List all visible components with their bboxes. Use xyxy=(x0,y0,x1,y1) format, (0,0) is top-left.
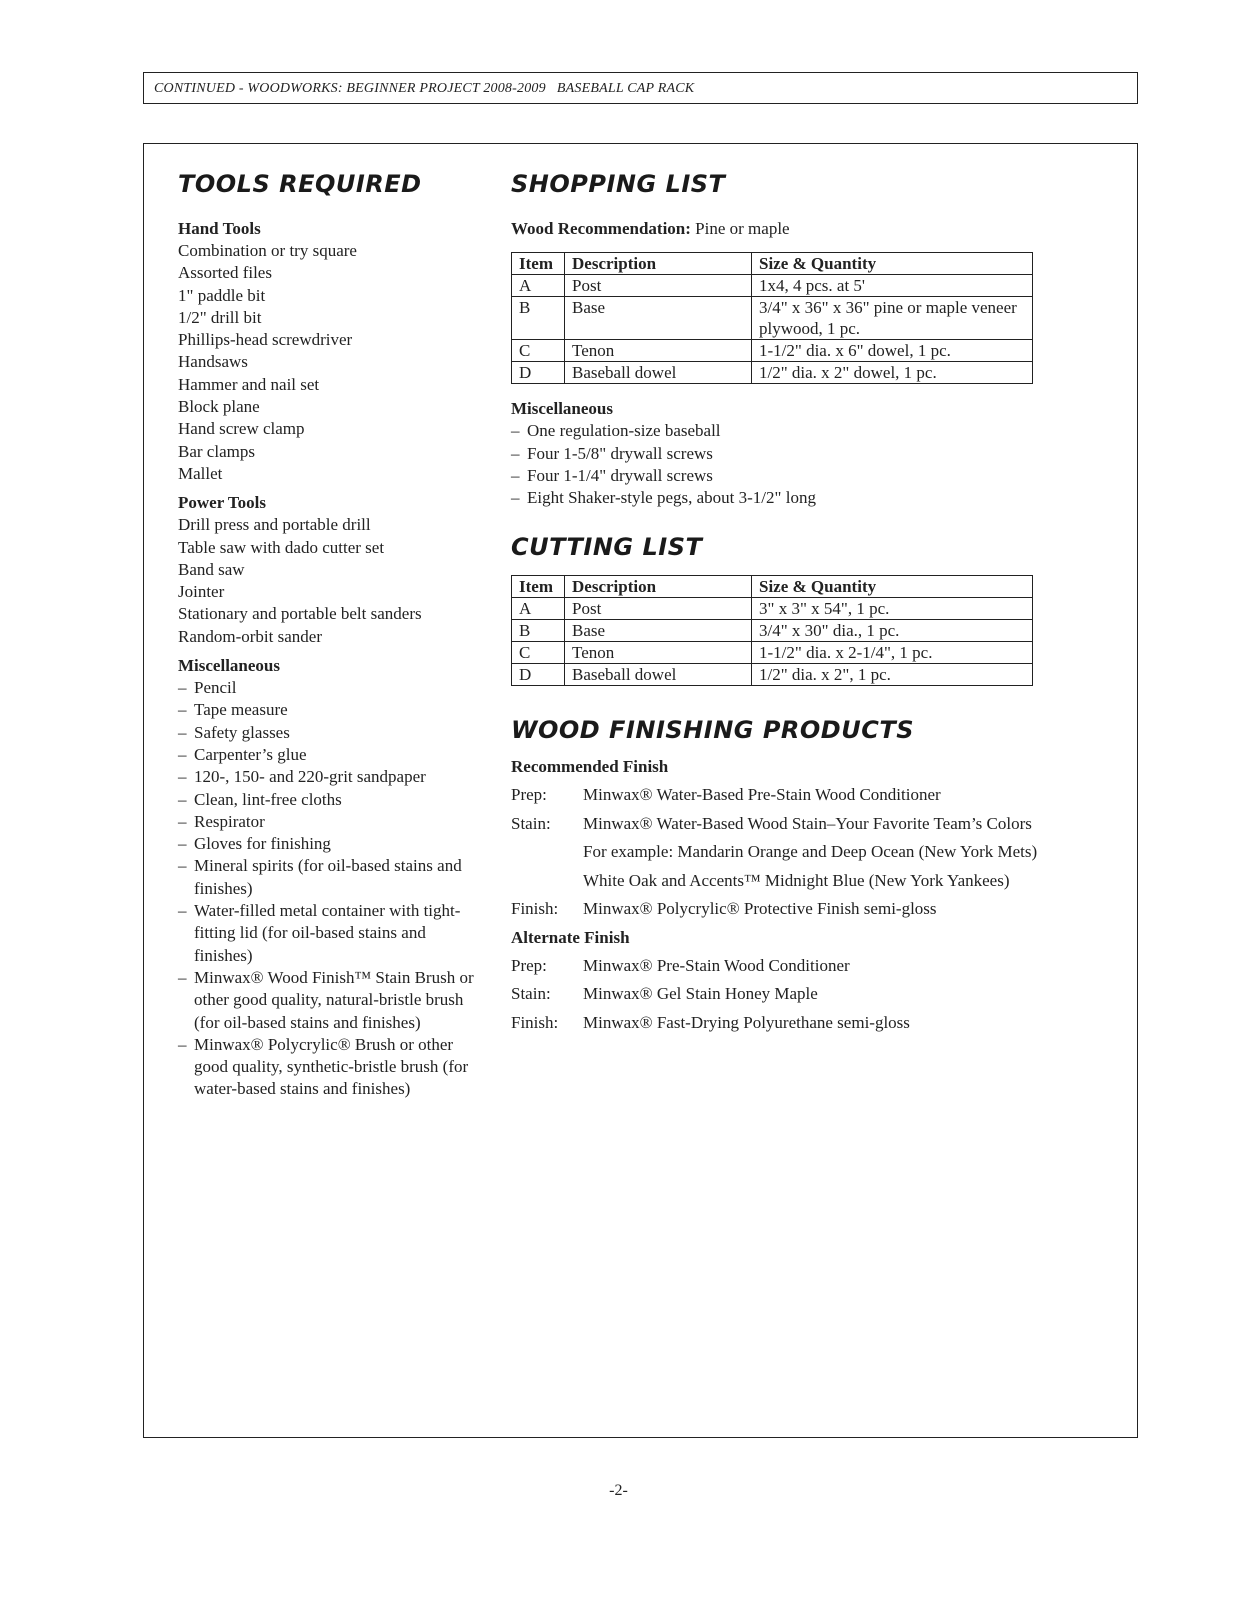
finish-text: Minwax® Polycrylic® Protective Finish semi-gloss xyxy=(583,899,937,919)
finish-text: Minwax® Water-Based Pre-Stain Wood Conditioner xyxy=(583,785,941,805)
table-header-cell: Item xyxy=(512,253,565,275)
misc-tool-item xyxy=(178,699,478,721)
dash-bullet: – xyxy=(178,834,187,854)
hand-tool-item: Mallet xyxy=(178,463,223,483)
wood-label: Wood Recommendation: xyxy=(511,219,691,238)
misc-tools-title: Miscellaneous xyxy=(178,656,280,676)
list-item-text: Clean, lint-free cloths xyxy=(194,789,342,809)
wood-value: Pine or maple xyxy=(695,219,790,238)
hand-tool-item: 1" paddle bit xyxy=(178,285,266,305)
table-cell: 3/4" x 30" dia., 1 pc. xyxy=(752,620,1033,642)
misc-tool-item xyxy=(178,855,478,900)
table-cell: A xyxy=(512,598,565,620)
hand-tool-item: Assorted files xyxy=(178,263,272,283)
list-item-text: Water-filled metal container with tight-fitting lid (for oil-based stains and finishes) xyxy=(194,901,461,965)
table-cell: Tenon xyxy=(565,642,752,664)
finish-row xyxy=(511,898,1051,921)
misc-tool-item xyxy=(178,833,478,855)
table-row xyxy=(512,664,1033,686)
list-item-text: Carpenter’s glue xyxy=(194,744,307,764)
misc-tool-item xyxy=(178,722,478,744)
table-cell: Tenon xyxy=(565,340,752,362)
table-cell: 1x4, 4 pcs. at 5' xyxy=(752,275,1033,297)
table-row xyxy=(512,297,1033,340)
misc-tool-item xyxy=(178,1034,478,1101)
hand-tool-item: Handsaws xyxy=(178,352,248,372)
table-cell: Baseball dowel xyxy=(565,664,752,686)
finish-row xyxy=(511,870,1051,893)
alternate-finish-list xyxy=(511,955,1051,1035)
table-cell: 3" x 3" x 54", 1 pc. xyxy=(752,598,1033,620)
table-cell: D xyxy=(512,362,565,384)
header-text: CONTINUED - WOODWORKS: BEGINNER PROJECT 2008-2009 BASEBALL CAP RACK xyxy=(154,81,695,96)
misc-tool-item xyxy=(178,967,478,1034)
dash-bullet: – xyxy=(178,856,187,876)
table-cell: Post xyxy=(565,598,752,620)
header-box xyxy=(143,72,1138,104)
hand-tool-item: Hand screw clamp xyxy=(178,419,305,439)
table-cell: 1/2" dia. x 2" dowel, 1 pc. xyxy=(752,362,1033,384)
table-header-cell: Item xyxy=(512,576,565,598)
power-tool-item: Jointer xyxy=(178,582,225,602)
table-cell: 3/4" x 36" x 36" pine or maple veneer plywood, 1 pc. xyxy=(752,297,1033,340)
finish-label xyxy=(511,870,583,893)
table-cell: Base xyxy=(565,620,752,642)
finish-row xyxy=(511,841,1051,864)
dash-bullet: – xyxy=(178,767,187,787)
list-item-text: Minwax® Polycrylic® Brush or other good quality, synthetic-bristle brush (for water-based stains and finishes) xyxy=(194,1034,469,1099)
power-tools-title: Power Tools xyxy=(178,493,267,513)
list-item-text: Eight Shaker-style pegs, about 3-1/2" long xyxy=(527,488,816,508)
right-column xyxy=(511,170,1051,1040)
power-tool-item: Drill press and portable drill xyxy=(178,515,371,535)
table-cell: C xyxy=(512,642,565,664)
table-cell: Base xyxy=(565,297,752,340)
table-cell: Baseball dowel xyxy=(565,362,752,384)
finish-text: Minwax® Gel Stain Honey Maple xyxy=(583,984,818,1004)
finish-label: Finish: xyxy=(511,1012,559,1032)
list-item-text: Minwax® Wood Finish™ Stain Brush or other good quality, natural-bristle brush (for oil-based stains and finishes) xyxy=(194,967,474,1032)
table-cell: C xyxy=(512,340,565,362)
misc-tool-item xyxy=(178,744,478,766)
hand-tool-item: Hammer and nail set xyxy=(178,374,320,394)
dash-bullet: – xyxy=(178,700,187,720)
dash-bullet: – xyxy=(178,901,187,921)
table-row xyxy=(512,362,1033,384)
misc-tool-item xyxy=(178,789,478,811)
list-item-text: Mineral spirits (for oil-based stains and finishes) xyxy=(194,856,462,898)
table-header-row xyxy=(512,576,1033,598)
table-cell: A xyxy=(512,275,565,297)
dash-bullet: – xyxy=(511,465,520,485)
hand-tool-item: Phillips-head screwdriver xyxy=(178,330,353,350)
finish-label: Prep: xyxy=(511,785,547,805)
table-row xyxy=(512,340,1033,362)
dash-bullet: – xyxy=(178,744,187,764)
power-tool-item: Random-orbit sander xyxy=(178,626,322,646)
dash-bullet: – xyxy=(511,421,520,441)
table-cell: 1-1/2" dia. x 6" dowel, 1 pc. xyxy=(752,340,1033,362)
list-item-text: Four 1-1/4" drywall screws xyxy=(527,465,713,485)
dash-bullet: – xyxy=(511,488,520,508)
table-cell: 1/2" dia. x 2", 1 pc. xyxy=(752,664,1033,686)
list-item-text: Respirator xyxy=(194,811,265,831)
finishing-title: WOOD FINISHING PRODUCTS xyxy=(511,716,914,745)
hand-tools-title: Hand Tools xyxy=(178,219,261,238)
finish-row xyxy=(511,955,1051,978)
finish-row xyxy=(511,983,1051,1006)
power-tool-item: Band saw xyxy=(178,559,245,579)
tools-required-section xyxy=(178,170,478,1101)
wood-recommendation xyxy=(511,218,1051,240)
finish-label xyxy=(511,841,583,864)
finish-text: White Oak and Accents™ Midnight Blue (New York Yankees) xyxy=(583,870,1010,890)
shopping-misc-item xyxy=(511,420,1051,442)
shopping-title: SHOPPING LIST xyxy=(511,170,726,198)
misc-tool-item xyxy=(178,677,478,699)
finish-row xyxy=(511,784,1051,807)
table-cell: Post xyxy=(565,275,752,297)
finish-row xyxy=(511,813,1051,836)
misc-tool-item xyxy=(178,900,478,967)
table-header-cell: Description xyxy=(565,253,752,275)
dash-bullet: – xyxy=(178,967,187,987)
dash-bullet: – xyxy=(178,811,187,831)
alternate-finish-title: Alternate Finish xyxy=(511,927,630,947)
misc-tools-list xyxy=(178,677,478,1101)
dash-bullet: – xyxy=(178,1034,187,1054)
tools-title: TOOLS REQUIRED xyxy=(178,170,422,198)
table-header-cell: Description xyxy=(565,576,752,598)
shopping-misc-item xyxy=(511,487,1051,509)
table-cell: D xyxy=(512,664,565,686)
list-item-text: Four 1-5/8" drywall screws xyxy=(527,443,713,463)
list-item-text: Pencil xyxy=(194,678,237,698)
finish-label: Prep: xyxy=(511,955,547,975)
hand-tool-item: Block plane xyxy=(178,397,260,417)
finish-text: Minwax® Fast-Drying Polyurethane semi-gloss xyxy=(583,1012,910,1032)
finish-text: For example: Mandarin Orange and Deep Ocean (New York Mets) xyxy=(583,842,1038,862)
finish-text: Minwax® Pre-Stain Wood Conditioner xyxy=(583,955,850,975)
table-row xyxy=(512,598,1033,620)
list-item-text: Safety glasses xyxy=(194,722,290,742)
cutting-table xyxy=(511,575,1033,686)
finish-label: Stain: xyxy=(511,813,551,833)
finish-label: Stain: xyxy=(511,984,551,1004)
list-item-text: Gloves for finishing xyxy=(194,834,331,854)
shopping-misc-item xyxy=(511,465,1051,487)
finish-label: Finish: xyxy=(511,899,559,919)
list-item-text: 120-, 150- and 220-grit sandpaper xyxy=(194,767,426,787)
table-row xyxy=(512,620,1033,642)
dash-bullet: – xyxy=(178,722,187,742)
table-cell: B xyxy=(512,297,565,340)
misc-tool-item xyxy=(178,811,478,833)
hand-tool-item: 1/2" drill bit xyxy=(178,307,262,327)
table-row xyxy=(512,642,1033,664)
hand-tool-item: Combination or try square xyxy=(178,241,357,260)
power-tool-item: Table saw with dado cutter set xyxy=(178,537,385,557)
dash-bullet: – xyxy=(178,678,187,698)
table-header-cell: Size & Quantity xyxy=(752,576,1033,598)
page-number: -2- xyxy=(609,1482,628,1499)
cutting-title: CUTTING LIST xyxy=(511,533,703,562)
hand-tools-list xyxy=(178,240,478,485)
shopping-misc-title: Miscellaneous xyxy=(511,399,613,419)
table-header-row xyxy=(512,253,1033,275)
table-cell: B xyxy=(512,620,565,642)
shopping-table xyxy=(511,252,1033,384)
recommended-finish-list xyxy=(511,784,1051,921)
hand-tool-item: Bar clamps xyxy=(178,441,255,461)
list-item-text: One regulation-size baseball xyxy=(527,421,721,441)
misc-tool-item xyxy=(178,766,478,788)
recommended-finish-title: Recommended Finish xyxy=(511,757,669,777)
power-tools-list xyxy=(178,514,478,648)
table-header-cell: Size & Quantity xyxy=(752,253,1033,275)
dash-bullet: – xyxy=(511,443,520,463)
table-row xyxy=(512,275,1033,297)
table-cell: 1-1/2" dia. x 2-1/4", 1 pc. xyxy=(752,642,1033,664)
power-tool-item: Stationary and portable belt sanders xyxy=(178,604,422,624)
finish-text: Minwax® Water-Based Wood Stain–Your Favorite Team’s Colors xyxy=(583,813,1032,833)
list-item-text: Tape measure xyxy=(194,700,288,720)
dash-bullet: – xyxy=(178,789,187,809)
shopping-misc-item xyxy=(511,443,1051,465)
finish-row xyxy=(511,1012,1051,1035)
shopping-misc-list xyxy=(511,420,1051,509)
